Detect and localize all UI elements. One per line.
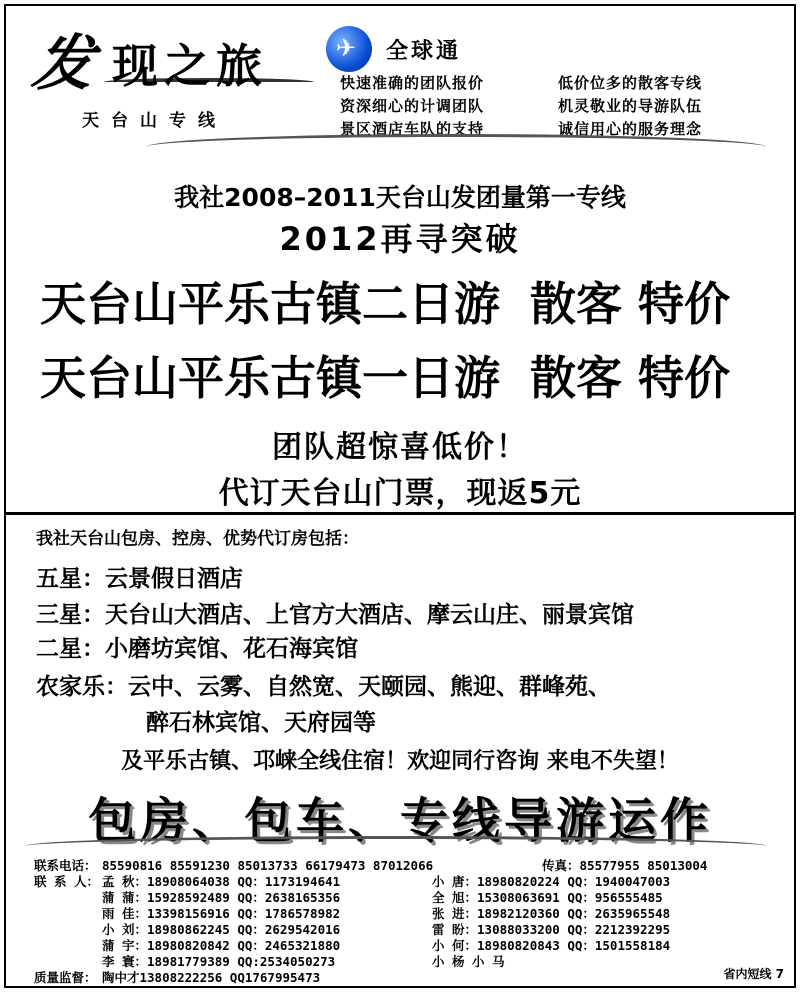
tour-one-day-name: 天台山平乐古镇一日游: [40, 351, 500, 405]
feature-item: 诚信用心的服务理念: [558, 120, 703, 138]
tour-two-day: [40, 268, 796, 334]
closing-line: 及平乐古镇、邛崃全线住宿！欢迎同行咨询 来电不失望！: [121, 749, 679, 774]
contact-row: [34, 922, 707, 938]
route-subline: 天台山专线: [82, 111, 227, 131]
two-star-list: 小磨坊宾馆、花石海宾馆: [105, 636, 358, 662]
tour-two-day-tag: 散客 特价: [530, 277, 731, 331]
logo-char: 发: [28, 29, 97, 99]
contact-row: [34, 874, 707, 890]
contact-entry: 李 寰：18981779389 QQ:2534050273: [102, 954, 336, 969]
feature-item: 资深细心的计调团队: [340, 97, 485, 115]
brand: [326, 26, 461, 72]
hotel-intro: 我社天台山包房、控房、优势代订房包括：: [36, 529, 359, 549]
farm-label: 农家乐：: [36, 674, 128, 700]
contact-row: [34, 938, 707, 954]
quality-contact: 陶中才13808222256 QQ1767995473: [102, 970, 321, 985]
footer-divider: [26, 836, 766, 856]
logo-swoosh: [104, 78, 314, 86]
quality-row: [34, 970, 707, 986]
three-star-label: 三星：: [36, 602, 105, 628]
contact-entry: 蒲 蒲：15928592489 QQ：2638165356: [102, 890, 341, 905]
page-section-tag: 省内短线 7: [723, 967, 784, 981]
logo: [28, 16, 314, 99]
contact-entry: 小 杨 小 马: [432, 954, 505, 969]
contact-entry: 张 进：18982120360 QQ：2635965548: [432, 906, 671, 921]
contact-entry: 雷 盼：13088033200 QQ：2212392295: [432, 922, 671, 937]
globe-plane-icon: [326, 26, 372, 72]
contact-entry: 雨 佳：13398156916 QQ：1786578982: [102, 906, 341, 921]
contact-row: [34, 906, 707, 922]
contact-person-label: 联 系 人：: [34, 874, 100, 889]
three-star-list: 天台山大酒店、上官方大酒店、摩云山庄、丽景宾馆: [105, 602, 634, 628]
section-divider: [6, 512, 794, 515]
slogan: 包房、包车、专线导游运作: [87, 793, 712, 849]
phone-numbers: 85590816 85591230 85013733 66179473 87012066: [102, 858, 434, 873]
contact-entry: 小 唐：18980820224 QQ：1940047003: [432, 874, 671, 889]
phone-row: [34, 858, 707, 874]
phone-label: 联系电话：: [34, 858, 97, 873]
promo-claim: 我社2008–2011天台山发团量第一专线: [174, 183, 626, 212]
promo-headline: 2012再寻突破: [279, 220, 521, 258]
contact-entry: 蒲 宇：18980820842 QQ：2465321880: [102, 938, 341, 953]
quality-label: 质量监督：: [34, 970, 97, 985]
advertisement-page: [4, 4, 796, 988]
logo-text: 现之旅: [112, 39, 268, 93]
hotel-five-star: [36, 560, 243, 593]
tour-two-day-name: 天台山平乐古镇二日游: [40, 277, 500, 331]
feature-item: 低价位多的散客专线: [558, 74, 703, 92]
tour-one-day-tag: 散客 特价: [530, 351, 731, 405]
farm-list-line2: 醉石林宾馆、天府园等: [146, 710, 376, 736]
farm-list-line1: 云中、云雾、自然宽、天颐园、熊迎、群峰苑、: [128, 674, 611, 700]
contact-row: [34, 890, 707, 906]
fax-label: 传真：: [542, 858, 580, 873]
contact-entry: 小 何：18980820843 QQ：1501558184: [432, 938, 671, 953]
features-list: [340, 72, 768, 139]
brand-name: 全球通: [386, 38, 462, 64]
contact-entry: 孟 秋：18908064038 QQ：1173194641: [102, 874, 341, 889]
contacts: [34, 858, 707, 986]
team-price: 团队超惊喜低价！: [272, 430, 528, 465]
fax-numbers: 85577955 85013004: [579, 858, 708, 873]
ticket-offer: 代订天台山门票，现返5元: [218, 476, 582, 511]
hotel-two-star: [36, 630, 358, 663]
contact-row: [34, 954, 707, 970]
hotel-farmhouse: [36, 668, 611, 701]
feature-item: 景区酒店车队的支持: [340, 120, 485, 138]
five-star-label: 五星：: [36, 566, 105, 592]
five-star-list: 云景假日酒店: [105, 566, 243, 592]
hotel-three-star: [36, 596, 634, 629]
tour-one-day: [40, 342, 796, 408]
contact-entry: 全 旭：15308063691 QQ：956555485: [432, 890, 663, 905]
feature-item: 快速准确的团队报价: [340, 74, 485, 92]
contact-entry: 小 刘：18980862245 QQ：2629542016: [102, 922, 341, 937]
header-divider: [146, 134, 766, 160]
feature-item: 机灵敬业的导游队伍: [558, 97, 703, 115]
two-star-label: 二星：: [36, 636, 105, 662]
